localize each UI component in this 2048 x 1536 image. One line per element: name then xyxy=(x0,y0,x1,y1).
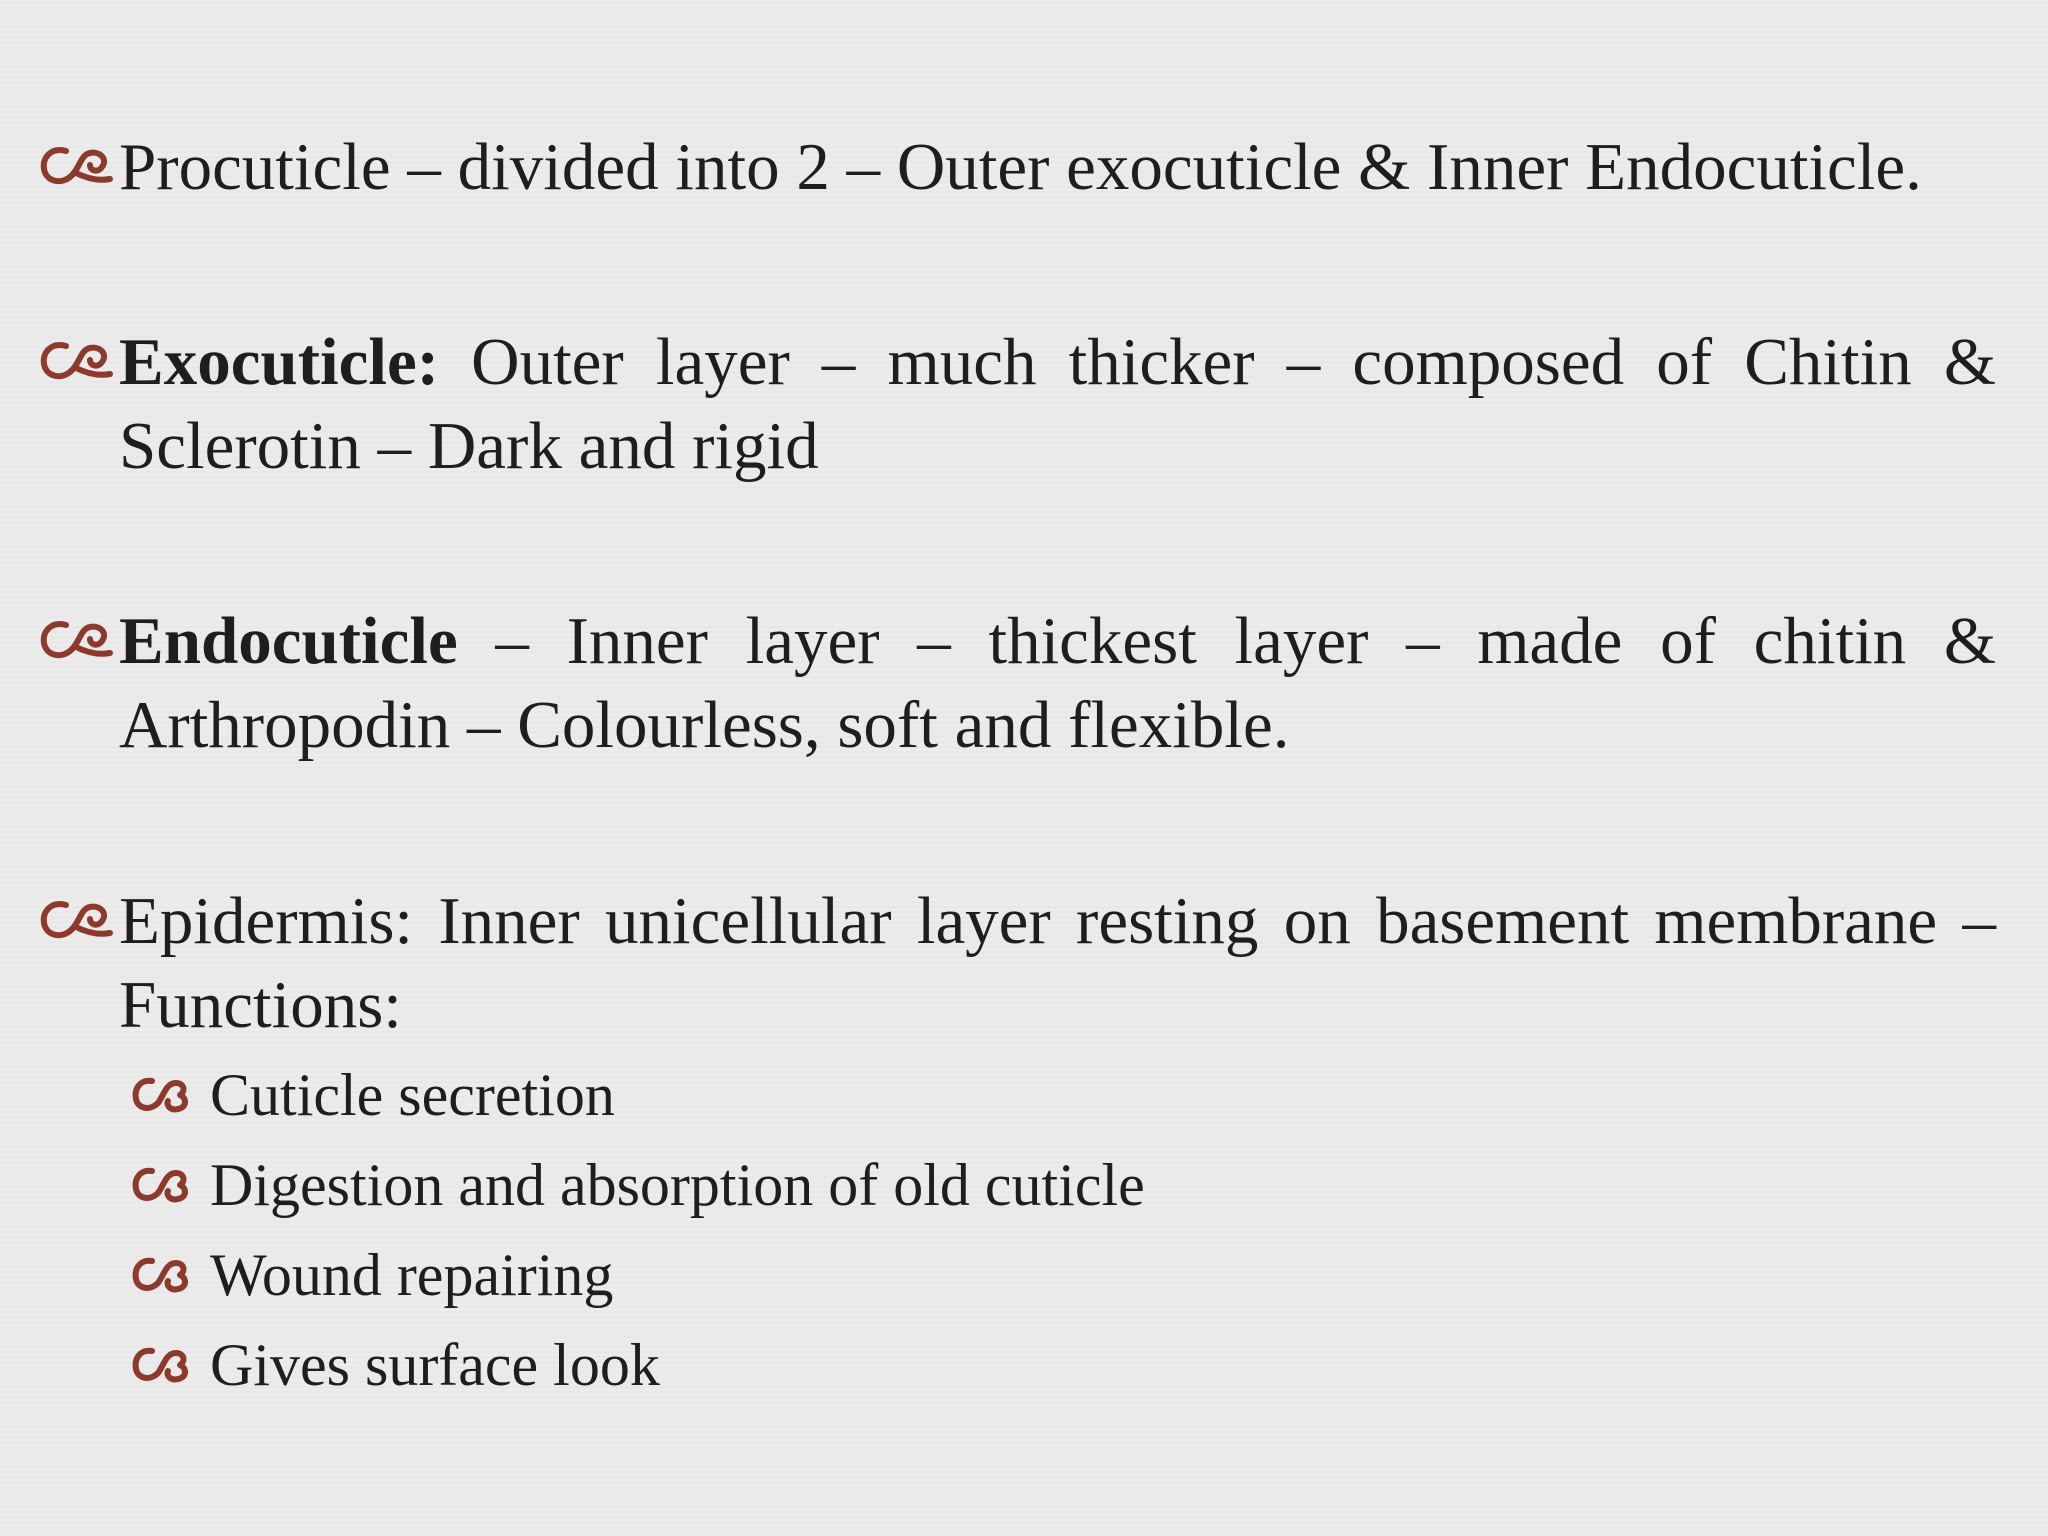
bullet-description: Procuticle – divided into 2 – Outer exocuticle & Inner Endocuticle. xyxy=(119,130,1922,204)
curl-ornament-icon xyxy=(36,883,116,953)
function-item xyxy=(128,1325,1928,1405)
function-text: Gives surface look xyxy=(210,1332,660,1398)
function-item xyxy=(128,1235,1928,1315)
curl-ornament-small-icon xyxy=(128,1061,192,1125)
bullet-epidermis xyxy=(36,879,1996,1047)
function-text: Cuticle secretion xyxy=(210,1062,615,1128)
bullet-description: Outer layer – much thicker – composed of Chitin & Sclerotin – Dark and rigid xyxy=(119,325,1996,483)
function-text: Wound repairing xyxy=(210,1242,614,1308)
bullet-exocuticle xyxy=(36,320,1996,488)
bullet-procuticle xyxy=(36,125,1996,209)
function-text: Digestion and absorption of old cuticle xyxy=(210,1152,1145,1218)
bullet-description: – Inner layer – thickest layer – made of chitin & Arthropodin – Colourless, soft and flexible. xyxy=(119,604,1996,762)
function-item xyxy=(128,1145,1928,1225)
bullet-text xyxy=(119,599,1996,767)
bullet-description: Epidermis: Inner unicellular layer resting on basement membrane – Functions: xyxy=(119,884,1996,1042)
bullet-endocuticle xyxy=(36,599,1996,767)
curl-ornament-icon xyxy=(36,129,116,199)
bullet-text xyxy=(119,320,1996,488)
curl-ornament-small-icon xyxy=(128,1241,192,1305)
bullet-bold-term: Exocuticle: xyxy=(119,325,440,399)
bullet-bold-term: Endocuticle xyxy=(119,604,458,678)
bullet-text xyxy=(119,125,1996,209)
curl-ornament-icon xyxy=(36,324,116,394)
bullet-text xyxy=(119,879,1996,1047)
curl-ornament-small-icon xyxy=(128,1151,192,1215)
curl-ornament-icon xyxy=(36,603,116,673)
function-item xyxy=(128,1055,1928,1135)
curl-ornament-small-icon xyxy=(128,1331,192,1395)
